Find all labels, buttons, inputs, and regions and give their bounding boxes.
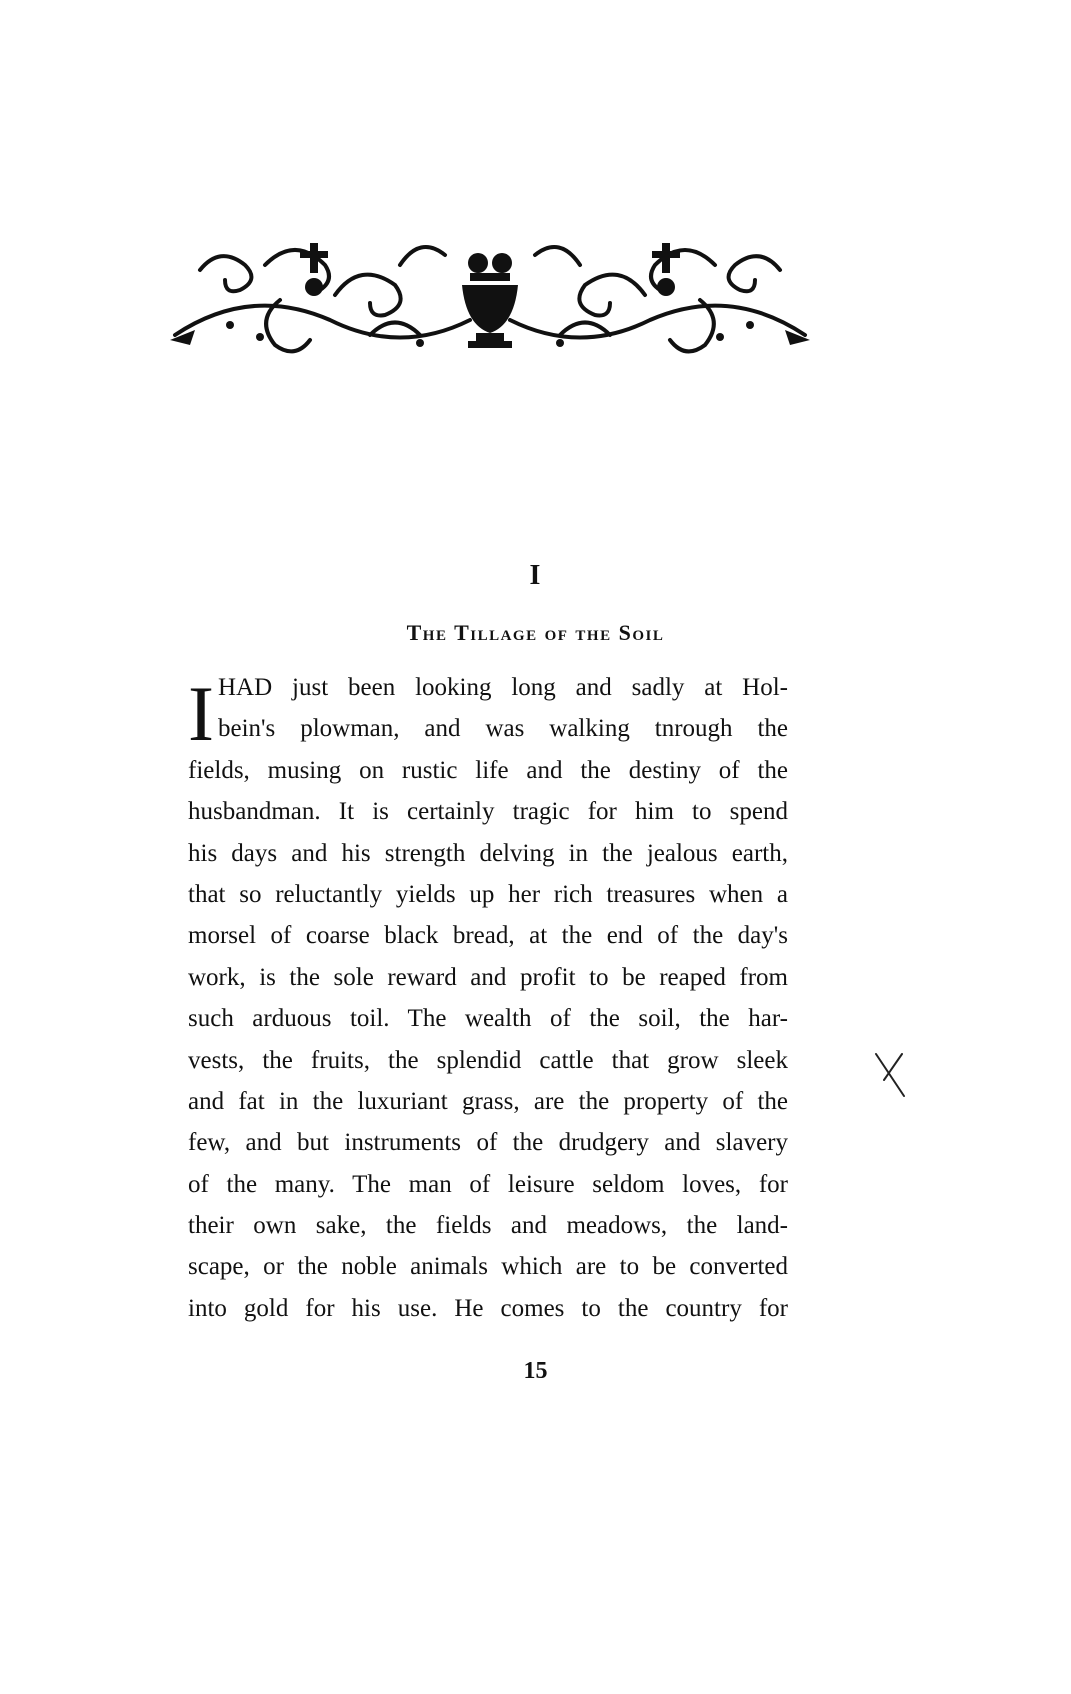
text-line: work, is the sole reward and profit to be reaped from xyxy=(188,963,788,991)
text-line: husbandman. It is certainly tragic for him to spend xyxy=(188,798,788,826)
chapter-body xyxy=(188,667,788,1329)
text-line: of the many. The man of leisure seldom loves, for xyxy=(188,1170,788,1198)
text-line: their own sake, the fields and meadows, the land- xyxy=(188,1212,788,1240)
text-line: fields, musing on rustic life and the destiny of the xyxy=(188,756,788,784)
text-line: into gold for his use. He comes to the country for xyxy=(188,1294,788,1322)
page-number: 15 xyxy=(523,1358,548,1384)
text-line: morsel of coarse black bread, at the end of the day's xyxy=(188,922,788,950)
text-line: vests, the fruits, the splendid cattle that grow sleek xyxy=(188,1046,788,1074)
chapter-title: The Tillage of the Soil xyxy=(406,620,665,645)
text-line: his days and his strength delving in the jealous earth, xyxy=(188,839,788,867)
text-line: scape, or the noble animals which are to be converted xyxy=(188,1253,788,1281)
text-line: HAD just been looking long and sadly at Hol- xyxy=(218,674,788,701)
drop-cap-lines xyxy=(188,667,788,757)
text-line: such arduous toil. The wealth of the soil, the har- xyxy=(188,1005,788,1033)
text-line: that so reluctantly yields up her rich treasures when a xyxy=(188,880,788,908)
text-line: bein's plowman, and was walking tnrough the xyxy=(218,715,788,743)
chapter-number: I xyxy=(529,560,542,591)
text-line: few, and but instruments of the drudgery and slavery xyxy=(188,1129,788,1157)
scrollwork-headpiece-icon xyxy=(170,225,810,365)
pencil-x-mark-icon xyxy=(870,1050,910,1100)
drop-cap: I xyxy=(188,670,214,757)
text-line: and fat in the luxuriant grass, are the property of the xyxy=(188,1087,788,1115)
